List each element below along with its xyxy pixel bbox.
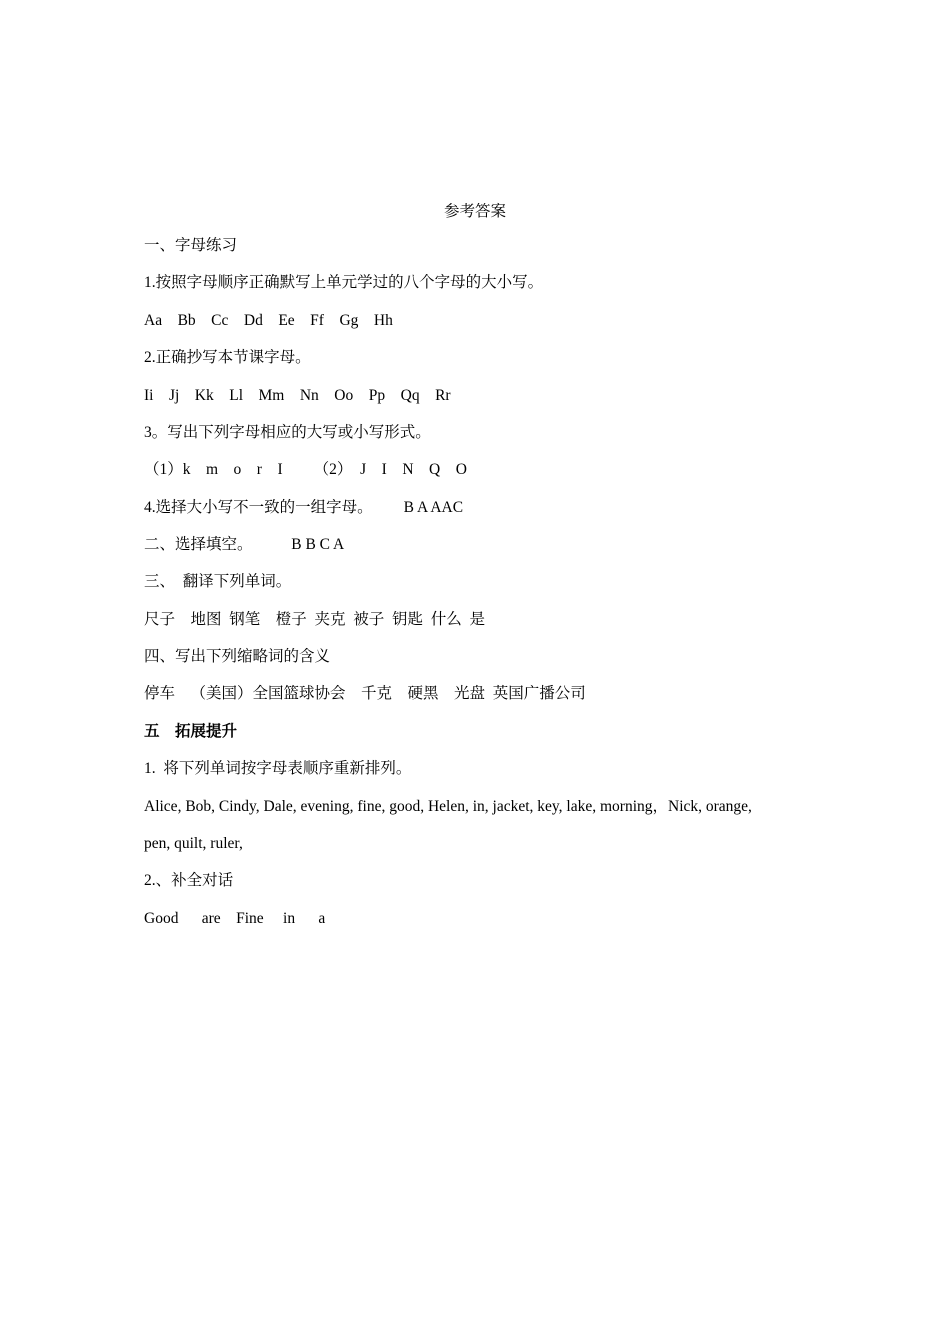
question-1-1: 1.按照字母顺序正确默写上单元学过的八个字母的大小写。 [144, 274, 544, 291]
question-5-2: 2.、补全对话 [144, 872, 234, 889]
answer-1-3: （1）k m o r I （2） J I N Q O [144, 461, 467, 478]
question-1-2: 2.正确抄写本节课字母。 [144, 349, 311, 366]
answer-1-1: Aa Bb Cc Dd Ee Ff Gg Hh [144, 312, 393, 329]
answer-5-2: Good are Fine in a [144, 910, 326, 927]
section-3-heading: 三、 翻译下列单词。 [144, 573, 292, 590]
answer-5-1-line-1: Alice, Bob, Cindy, Dale, evening, fine, good, Helen, in, jacket, key, lake, morning，Nick, orange, [144, 798, 752, 815]
answer-3: 尺子 地图 钢笔 橙子 夹克 被子 钥匙 什么 是 [144, 611, 486, 628]
question-1-4: 4.选择大小写不一致的一组字母。 B A AAC [144, 499, 464, 516]
question-5-1: 1. 将下列单词按字母表顺序重新排列。 [144, 760, 412, 777]
section-5-heading: 五 拓展提升 [144, 723, 238, 740]
section-2-heading: 二、选择填空。 B B C A [144, 536, 345, 553]
question-1-3: 3。写出下列字母相应的大写或小写形式。 [144, 424, 431, 441]
section-1-heading: 一、字母练习 [144, 237, 238, 254]
answer-1-2: Ii Jj Kk Ll Mm Nn Oo Pp Qq Rr [144, 387, 451, 404]
answer-4: 停车 （美国）全国篮球协会 千克 硬黑 光盘 英国广播公司 [144, 685, 586, 702]
answer-5-1-line-2: pen, quilt, ruler, [144, 835, 243, 852]
page-title: 参考答案 [443, 203, 506, 220]
section-4-heading: 四、写出下列缩略词的含义 [144, 648, 331, 665]
